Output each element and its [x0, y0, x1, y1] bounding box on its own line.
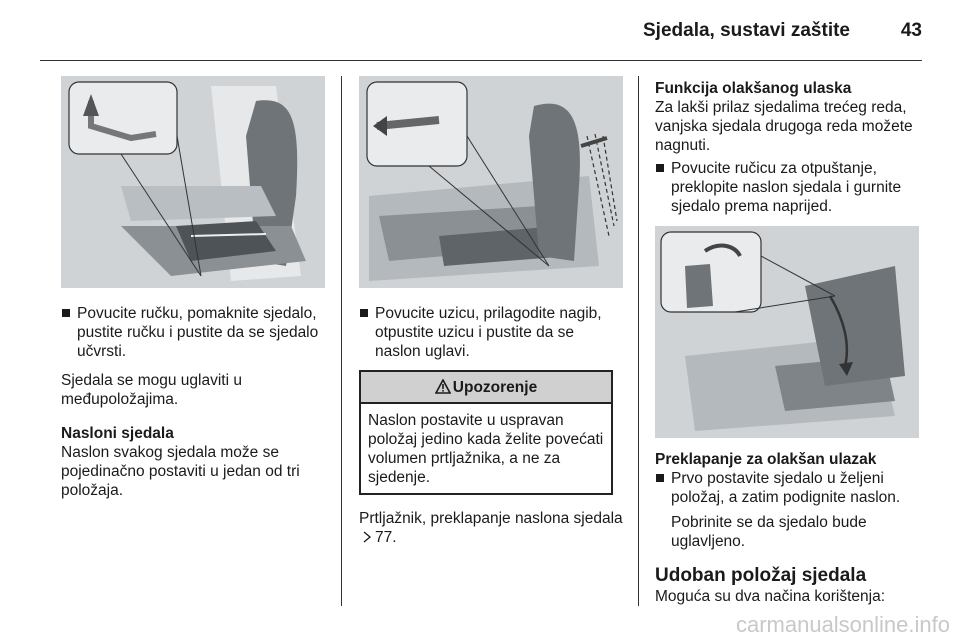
watermark: carmanualsonline.info — [735, 612, 950, 637]
column-divider-left — [341, 76, 342, 606]
easy-entry-illustration — [655, 226, 919, 438]
warning-title: Upozorenje — [452, 379, 538, 396]
bullet-mark — [360, 309, 368, 317]
backrest-recline-illustration — [359, 76, 623, 288]
bullet-mark — [62, 309, 70, 317]
reference-page-link[interactable]: 77. — [375, 529, 397, 546]
section-heading: Nasloni sjedala — [61, 425, 174, 442]
section-heading: Funkcija olakšanog ulaska — [655, 80, 852, 97]
column-divider-right — [638, 76, 639, 606]
paragraph: Sjedala se mogu uglaviti u međupoložajima. — [61, 372, 242, 408]
column-2 — [359, 76, 623, 547]
bullet-item — [61, 304, 325, 361]
bullet-item — [359, 304, 623, 361]
reference-text: Prtljažnik, preklapanje naslona sjedala — [359, 510, 623, 527]
page-reference-arrow-icon[interactable] — [362, 531, 372, 543]
bullet-item — [655, 469, 923, 507]
page-number: 43 — [900, 20, 922, 41]
header-title: Sjedala, sustavi zaštite — [643, 20, 850, 41]
bullet-item — [655, 159, 923, 216]
bullet-mark — [656, 164, 664, 172]
bullet-text: Povucite uzicu, prilagodite nagib, otpustite uzicu i pustite da se naslon uglavi. — [375, 305, 602, 360]
cross-reference — [359, 509, 623, 547]
bullet-text: Prvo postavite sjedalo u željeni položaj, a zatim podignite naslon. — [671, 470, 901, 506]
seat-slide-illustration — [61, 76, 325, 288]
column-3 — [655, 76, 923, 606]
bullet-text: Povucite ručku, pomaknite sjedalo, pustite ručku i pustite da se sjedalo učvrsti. — [77, 305, 319, 360]
warning-triangle-icon — [435, 379, 451, 394]
paragraph: Naslon svakog sjedala može se pojedinačno postaviti u jedan od tri položaja. — [61, 444, 300, 499]
column-1 — [61, 76, 325, 500]
paragraph: Moguća su dva načina korištenja: — [655, 588, 886, 605]
bullet-text: Povucite ručicu za otpuštanje, preklopite naslon sjedala i gurnite sjedalo prema naprijed. — [671, 160, 902, 215]
paragraph: Za lakši prilaz sjedalima trećeg reda, vanjska sjedala drugoga reda možete nagnuti. — [655, 99, 913, 154]
section-heading-large: Udoban položaj sjedala — [655, 565, 867, 586]
warning-text: Naslon postavite u uspravan položaj jedino kada želite povećati volumen prtljažnika, a ne za sjedenje. — [368, 412, 604, 486]
warning-header — [361, 372, 611, 404]
header-rule — [40, 60, 922, 61]
section-heading: Preklapanje za olakšan ulazak — [655, 451, 877, 468]
bullet-mark — [656, 474, 664, 482]
paragraph: Pobrinite se da sjedalo bude uglavljeno. — [671, 514, 867, 550]
warning-box — [359, 370, 613, 495]
